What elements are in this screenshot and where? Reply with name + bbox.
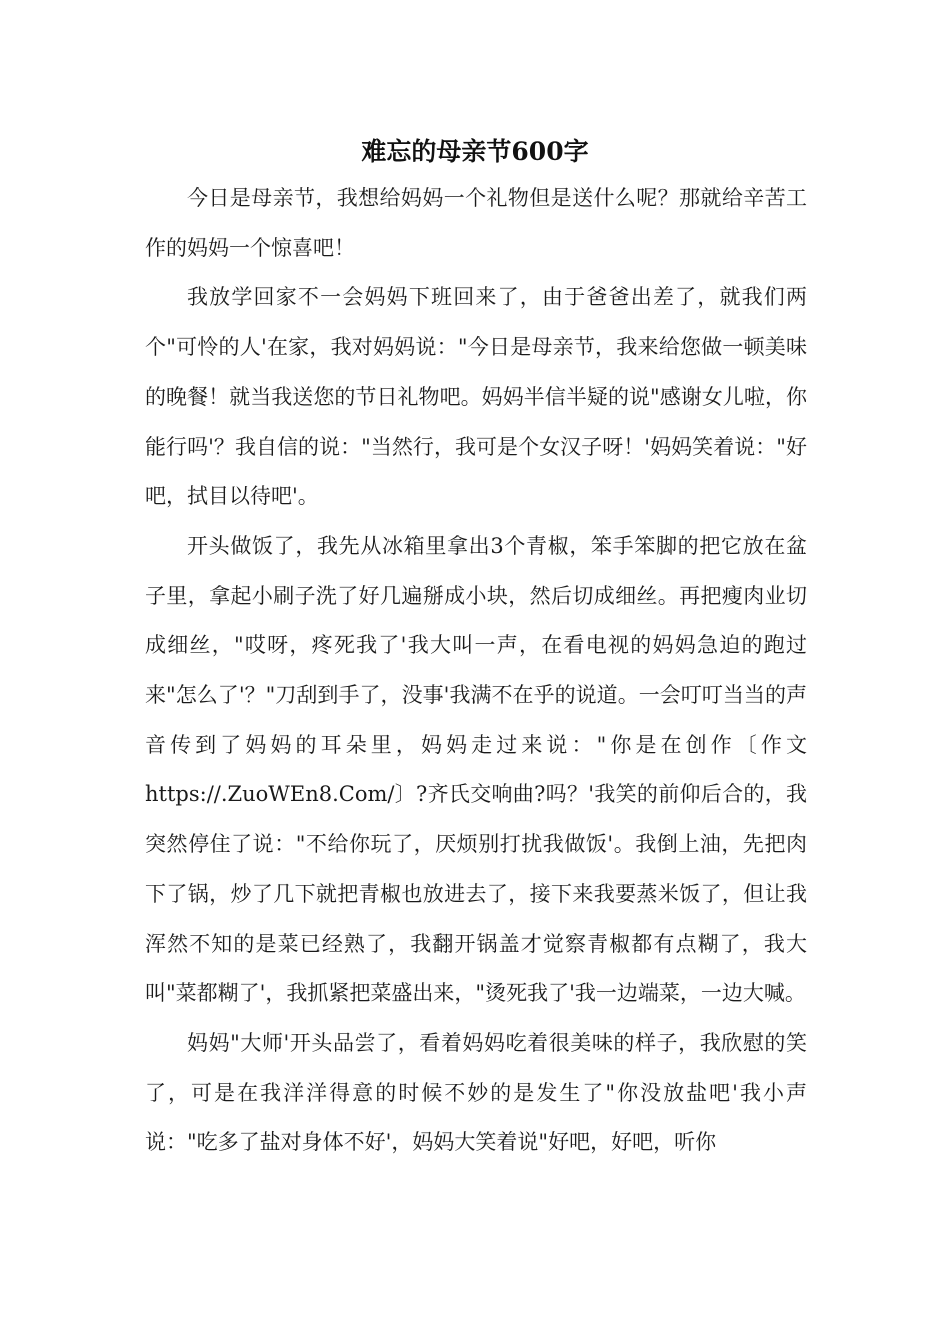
paragraph: 开头做饭了，我先从冰箱里拿出3个青椒，笨手笨脚的把它放在盆子里，拿起小刷子洗了好几遍掰成小块，然后切成细丝。再把瘦肉业切成细丝，"哎呀，疼死我了'我大叫一声，在看电视的妈妈急迫的跑过来"怎么了'？"刀刮到手了，没事'我满不在乎的说道。一会叮叮当当的声音传到了妈妈的耳朵里，妈妈走过来说："你是在创作〔作文https://.ZuoWEn8.Com/〕?齐氏交响曲?吗？'我笑的前仰后合的，我突然停住了说："不给你玩了，厌烦别打扰我做饭'。我倒上油，先把肉下了锅，炒了几下就把青椒也放进去了，接下来我要蒸米饭了，但让我浑然不知的是菜已经熟了，我翻开锅盖才觉察青椒都有点糊了，我大叫"菜都糊了'，我抓紧把菜盛出来，"烫死我了'我一边端菜，一边大喊。 <box>145 533 807 1006</box>
document-title: 难忘的母亲节600字 <box>361 137 589 166</box>
paragraph: 今日是母亲节，我想给妈妈一个礼物但是送什么呢？那就给辛苦工作的妈妈一个惊喜吧！ <box>145 186 807 260</box>
paragraph: 妈妈"大师'开头品尝了，看着妈妈吃着很美味的样子，我欣慰的笑了，可是在我洋洋得意的时候不妙的是发生了"你没放盐吧'我小声说："吃多了盐对身体不好'，妈妈大笑着说"好吧，好吧，听你 <box>145 1030 807 1155</box>
document-body <box>145 174 807 1168</box>
paragraph: 我放学回家不一会妈妈下班回来了，由于爸爸出差了，就我们两个"可怜的人'在家，我对妈妈说："今日是母亲节，我来给您做一顿美味的晚餐！就当我送您的节日礼物吧。妈妈半信半疑的说"感谢女儿啦，你能行吗'？我自信的说："当然行，我可是个女汉子呀！'妈妈笑着说："好吧，拭目以待吧'。 <box>145 285 807 509</box>
